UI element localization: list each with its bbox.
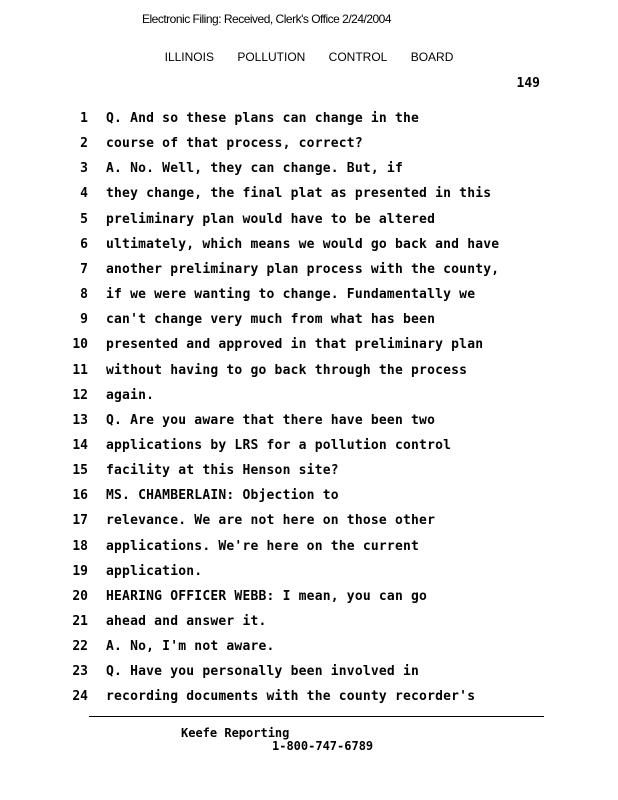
footer-phone: 1-800-747-6789	[272, 739, 374, 753]
line-text: MS. CHAMBERLAIN: Objection to	[106, 488, 339, 504]
line-number: 1	[80, 111, 88, 126]
line-number: 17	[72, 513, 88, 529]
line-text: they change, the final plat as presented in this	[106, 186, 492, 202]
footer-company: Keefe Reporting	[181, 726, 290, 740]
transcript-line	[0, 186, 618, 211]
header-word: CONTROL	[328, 50, 388, 64]
line-text: Q. Are you aware that there have been two	[106, 412, 436, 428]
line-number: 4	[80, 186, 88, 202]
transcript-line	[0, 539, 618, 564]
transcript-line	[0, 438, 618, 463]
header-word: POLLUTION	[237, 50, 306, 64]
line-number: 14	[72, 437, 88, 453]
line-text: application.	[106, 563, 203, 579]
line-text: facility at this Henson site?	[106, 463, 339, 479]
transcript-line	[0, 463, 618, 488]
line-number: 21	[72, 614, 88, 629]
transcript-line	[0, 614, 618, 639]
transcript-line	[0, 664, 618, 689]
line-number: 12	[72, 387, 88, 403]
line-number: 8	[80, 287, 88, 303]
transcript-line	[0, 689, 618, 714]
transcript-line	[0, 312, 618, 337]
line-text: Q. And so these plans can change in the	[106, 111, 420, 126]
page-header	[0, 50, 618, 64]
line-text: ultimately, which means we would go back and have	[106, 236, 500, 252]
transcript-line	[0, 363, 618, 388]
line-number: 9	[80, 312, 88, 328]
line-text: course of that process, correct?	[106, 136, 363, 152]
transcript-line	[0, 488, 618, 513]
transcript-line	[0, 287, 618, 312]
line-number: 10	[72, 337, 88, 353]
line-number: 23	[72, 664, 88, 680]
electronic-filing-stamp: Electronic Filing: Received, Clerk's Office 2/24/2004	[142, 12, 392, 26]
line-text: relevance. We are not here on those other	[106, 513, 436, 529]
transcript-line	[0, 262, 618, 287]
line-text: applications by LRS for a pollution control	[106, 437, 452, 453]
line-number: 11	[72, 362, 88, 378]
transcript-line	[0, 639, 618, 664]
line-number: 6	[80, 236, 88, 252]
line-number: 16	[72, 488, 88, 504]
line-text: HEARING OFFICER WEBB: I mean, you can go	[106, 588, 428, 604]
transcript-line	[0, 161, 618, 186]
transcript-line	[0, 413, 618, 438]
line-text: preliminary plan would have to be altered	[106, 211, 436, 227]
line-number: 2	[80, 136, 88, 152]
transcript-line	[0, 337, 618, 362]
line-text: A. No. Well, they can change. But, if	[106, 161, 403, 177]
line-number: 24	[72, 689, 88, 705]
line-number: 20	[72, 588, 88, 604]
line-number: 19	[72, 563, 88, 579]
footer-rule	[89, 716, 544, 717]
line-text: another preliminary plan process with the county,	[106, 261, 500, 277]
line-number: 18	[72, 538, 88, 554]
line-text: applications. We're here on the current	[106, 538, 420, 554]
line-number: 7	[80, 261, 88, 277]
transcript-line	[0, 237, 618, 262]
line-text: A. No, I'm not aware.	[106, 639, 275, 655]
line-text: again.	[106, 387, 155, 403]
transcript-line	[0, 589, 618, 614]
line-number: 13	[72, 412, 88, 428]
transcript-line	[0, 212, 618, 237]
transcript-line	[0, 388, 618, 413]
line-text: if we were wanting to change. Fundamentally we	[106, 287, 476, 303]
transcript-line	[0, 564, 618, 589]
page-number: 149	[516, 76, 540, 91]
line-text: Q. Have you personally been involved in	[106, 664, 420, 680]
line-text: ahead and answer it.	[106, 614, 267, 629]
header-word: BOARD	[410, 50, 454, 64]
line-text: presented and approved in that preliminary plan	[106, 337, 484, 353]
line-number: 5	[80, 211, 88, 227]
line-number: 3	[80, 161, 88, 177]
line-text: without having to go back through the process	[106, 362, 468, 378]
line-text: can't change very much from what has been	[106, 312, 436, 328]
line-text: recording documents with the county recorder's	[106, 689, 476, 705]
line-number: 15	[72, 463, 88, 479]
transcript-line	[0, 111, 618, 136]
transcript-line	[0, 513, 618, 538]
transcript-line	[0, 136, 618, 161]
header-word: ILLINOIS	[164, 50, 214, 64]
line-number: 22	[72, 639, 88, 655]
